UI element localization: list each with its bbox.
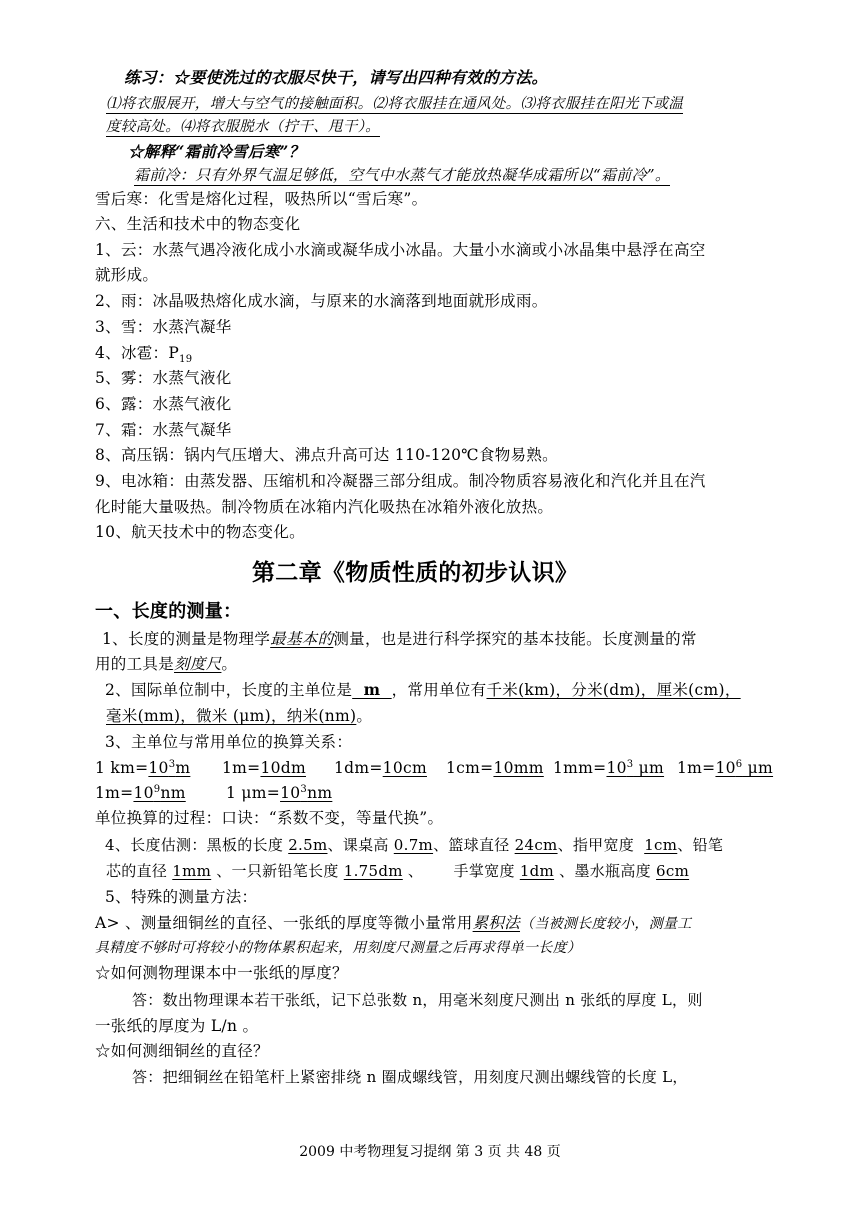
- conversion-process: 单位换算的过程：口诀：“系数不变，等量代换”。: [95, 809, 444, 827]
- conv-m-dm: 1m=10dm: [222, 759, 306, 777]
- p4-line2: 芯的直径 1mm 、一只新铅笔长度 1.75dm 、 手掌宽度 1dm 、墨水瓶高度 6cm: [106, 862, 690, 880]
- snow-explanation: 雪后寒：化雪是熔化过程，吸热所以“雪后寒”。: [95, 190, 428, 208]
- conv-um-nm: 1 $\mu m=10^3nm$: [226, 783, 333, 802]
- explain-title: ☆解释“霜前冷雪后寒”？: [128, 142, 305, 161]
- answer-paper-line1: 答：数出物理课本若干张纸，记下总张数 n，用毫米刻度尺测出 n 张纸的厚度 L，则: [132, 991, 703, 1009]
- p2-line2: 毫米(mm)，微米 (μm)，纳米(nm)。: [106, 707, 373, 725]
- list-item: 1、云：水蒸气遇冷液化成小水滴或凝华成小冰晶。大量小水滴或小冰晶集中悬浮在高空: [95, 241, 706, 259]
- list-item: 7、霜：水蒸气凝华: [95, 421, 232, 439]
- list-item: 3、雪：水蒸汽凝华: [95, 318, 232, 336]
- answer-wire-line1: 答：把细铜丝在铅笔杆上紧密排绕 n 圈成螺线管，用刻度尺测出螺线管的长度 L，: [132, 1068, 688, 1086]
- question-wire-diameter: ☆如何测细铜丝的直径？: [95, 1042, 269, 1060]
- p5-a-line1: A> 、测量细铜丝的直径、一张纸的厚度等微小量常用累积法（当被测长度较小，测量工: [95, 914, 692, 932]
- list-item: 10、航天技术中的物态变化。: [95, 523, 305, 541]
- p5-a-line2: 具精度不够时可将较小的物体累积起来，用刻度尺测量之后再求得单一长度）: [95, 940, 582, 956]
- section6-title: 六、生活和技术中的物态变化: [95, 215, 301, 233]
- question-paper-thickness: ☆如何测物理课本中一张纸的厚度？: [95, 964, 348, 982]
- p4-line1: 4、长度估测：黑板的长度 2.5m、课桌高 0.7m、篮球直径 24cm、指甲宽度 1cm、铅笔: [105, 836, 724, 854]
- chapter-title: 第二章《物质性质的初步认识》: [252, 559, 579, 586]
- list-item: 8、高压锅：锅内气压增大、沸点升高可达 110-120℃食物易熟。: [95, 446, 558, 464]
- p1-line1: 1、长度的测量是物理学最基本的测量，也是进行科学探究的基本技能。长度测量的常: [102, 630, 697, 648]
- exercise-answer-line1: ⑴将衣服展开，增大与空气的接触面积。⑵将衣服挂在通风处。⑶将衣服挂在阳光下或温: [106, 96, 684, 112]
- conv-m-um: $1m=10^6$ μm: [677, 758, 774, 777]
- exercise-answer-line2: 度较高处。⑷将衣服脱水（拧干、甩干）。: [106, 119, 380, 135]
- page-footer: 2009 中考物理复习提纲 第 3 页 共 48 页: [299, 1144, 561, 1160]
- answer-paper-line2: 一张纸的厚度为 L/n 。: [95, 1017, 259, 1035]
- list-item: 6、露：水蒸气液化: [95, 395, 232, 413]
- conv-km: 1 $km=10^3m$: [95, 758, 191, 777]
- list-item: 就形成。: [95, 266, 159, 284]
- conv-cm-mm: 1cm=10mm: [446, 759, 544, 777]
- list-item-hail: 4、冰雹：$P_{19}$: [95, 344, 193, 366]
- frost-explanation: 霜前冷：只有外界气温足够低，空气中水蒸气才能放热凝华成霜所以“霜前冷”。: [134, 166, 671, 184]
- list-item: 9、电冰箱：由蒸发器、压缩机和冷凝器三部分组成。制冷物质容易液化和汽化并且在汽: [95, 472, 706, 490]
- exercise-title: 练习：☆要使洗过的衣服尽快干，请写出四种有效的方法。: [124, 68, 548, 87]
- section1-title: 一、长度的测量：: [95, 601, 242, 622]
- p2-line1: 2、国际单位制中，长度的主单位是 m ，常用单位有千米(km)，分米(dm)，厘米(cm)，: [105, 680, 741, 699]
- conv-dm-cm: 1dm=10cm: [334, 759, 427, 777]
- list-item: 化时能大量吸热。制冷物质在冰箱内汽化吸热在冰箱外液化放热。: [95, 498, 554, 516]
- p5-title: 5、特殊的测量方法：: [105, 888, 258, 906]
- list-item: 5、雾：水蒸气液化: [95, 369, 232, 387]
- p3-title: 3、主单位与常用单位的换算关系：: [105, 733, 353, 751]
- conv-mm-um: $1mm=10^3$ μm: [553, 758, 665, 777]
- list-item: 2、雨：冰晶吸热熔化成水滴，与原来的水滴落到地面就形成雨。: [95, 292, 548, 310]
- p1-line2: 用的工具是刻度尺。: [95, 655, 238, 673]
- conv-m-nm: $1m=10^9nm$: [95, 783, 186, 802]
